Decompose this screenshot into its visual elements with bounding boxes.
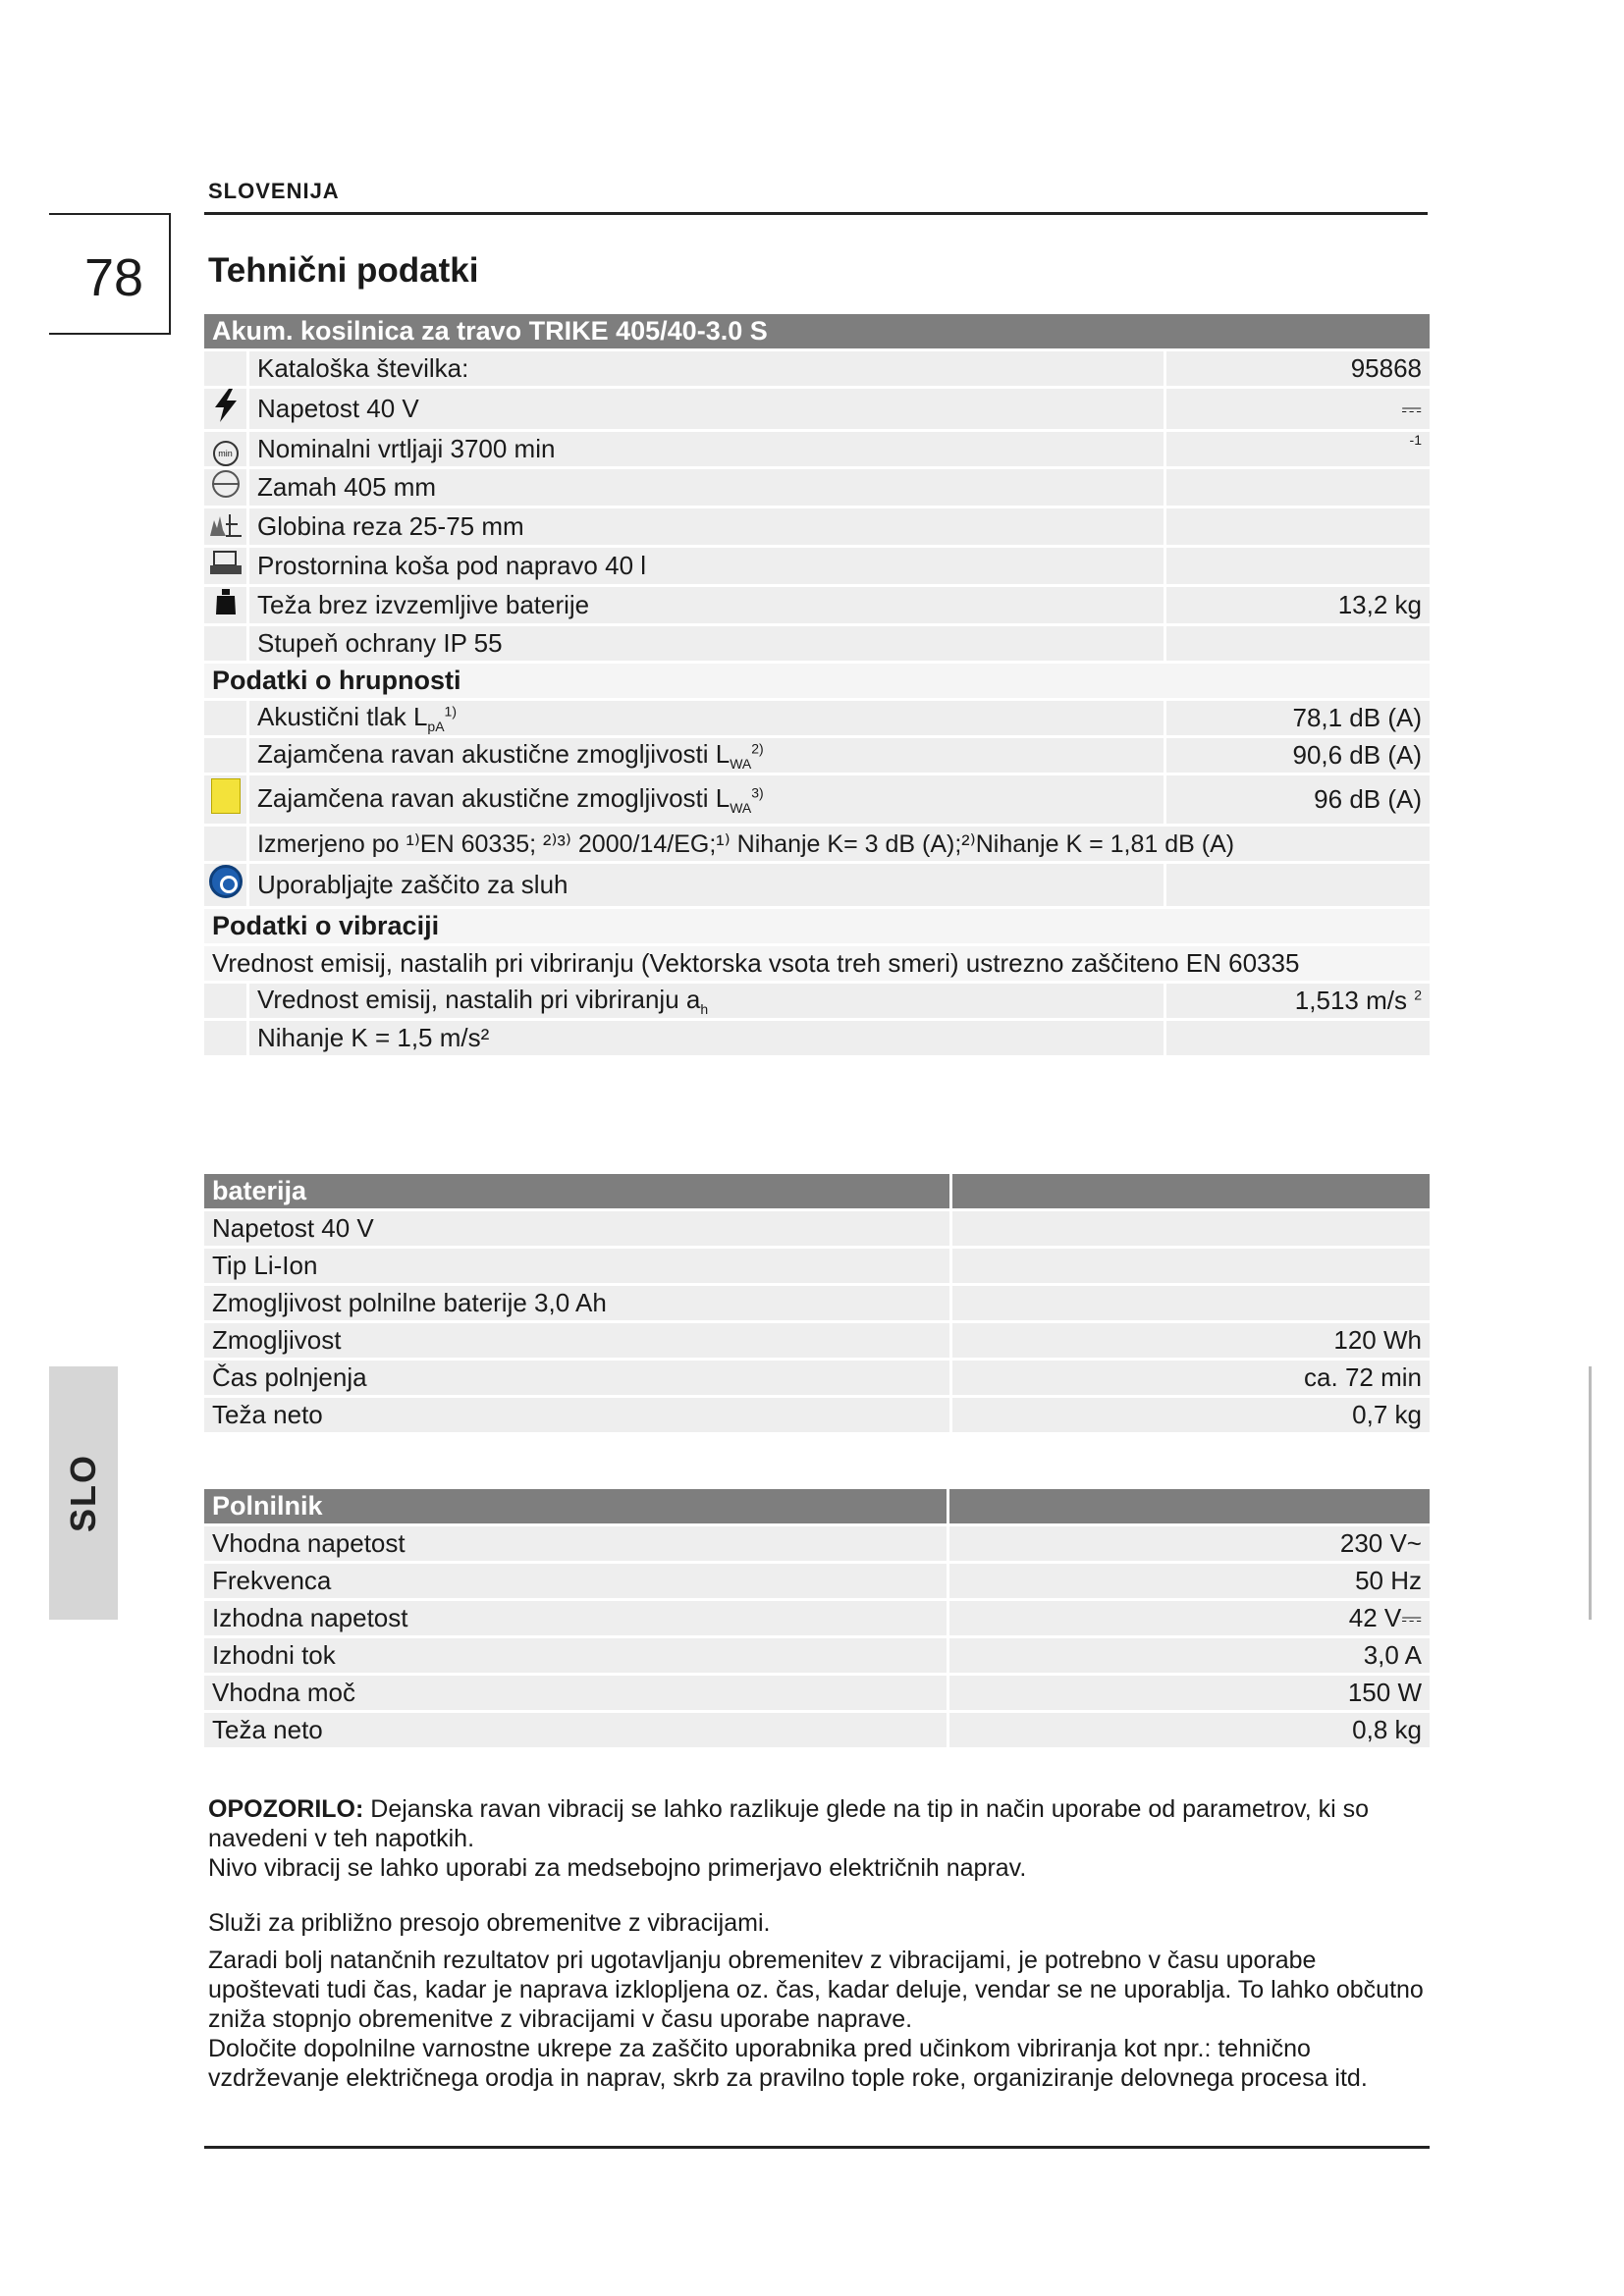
spec-label: Zmogljivost polnilne baterije 3,0 Ah bbox=[204, 1286, 952, 1323]
noise-label: Akustični tlak $L_{pA}^{1)}$ bbox=[249, 701, 1166, 738]
spec-value bbox=[1166, 626, 1430, 664]
spec-row bbox=[204, 548, 1430, 587]
spec-value: 120 Wh bbox=[952, 1323, 1430, 1361]
spec-row bbox=[204, 508, 1430, 548]
note-paragraph: Služi za približno presojo obremenitve z vibracijami. bbox=[208, 1909, 771, 1937]
edge-mark bbox=[1589, 1366, 1592, 1620]
mower-spec-table bbox=[204, 314, 1430, 1058]
spec-value: 50 Hz bbox=[949, 1564, 1430, 1601]
spec-value bbox=[1166, 469, 1430, 508]
hearing-note: Uporabljajte zaščito za sluh bbox=[249, 864, 1166, 909]
section-label: SLOVENIJA bbox=[208, 179, 340, 203]
spec-value: 3,0 A bbox=[949, 1638, 1430, 1676]
note-paragraph: Določite dopolnilne varnostne ukrepe za zaščito uporabnika pred učinkom vibriranja kot npr.: tehnično vzdrževanje električnega orodja in naprav, skrb za pravilno tople roke, organiziranje delovnega procesa itd. bbox=[208, 2035, 1368, 2092]
battery-spec-table bbox=[204, 1174, 1430, 1435]
spec-label: Stupeň ochrany IP 55 bbox=[249, 626, 1166, 664]
language-tab-label: SLO bbox=[63, 1453, 103, 1533]
weight-icon bbox=[204, 587, 249, 626]
noise-label-icon bbox=[204, 775, 249, 827]
noise-row bbox=[204, 738, 1430, 775]
spec-label: Teža neto bbox=[204, 1713, 949, 1750]
mower-table-title: Akum. kosilnica za travo TRIKE 405/40-3.0 S bbox=[204, 314, 1430, 351]
spec-value: 42 V⎓ bbox=[949, 1601, 1430, 1638]
vibration-k: Nihanje K = 1,5 m/s² bbox=[249, 1021, 1166, 1058]
spec-value: 0,7 kg bbox=[952, 1398, 1430, 1435]
spec-value: -1 bbox=[1166, 432, 1430, 469]
bottom-rule bbox=[204, 2146, 1430, 2149]
charger-spec-table bbox=[204, 1489, 1430, 1750]
noise-value: 96 dB (A) bbox=[1166, 775, 1430, 827]
rpm-icon: min bbox=[204, 432, 249, 469]
hearing-row bbox=[204, 864, 1430, 909]
vibration-value: 1,513 m/s $^2$ bbox=[1166, 984, 1430, 1021]
spec-row bbox=[204, 587, 1430, 626]
spec-label: Vhodna napetost bbox=[204, 1526, 949, 1564]
vibration-description: Vrednost emisij, nastalih pri vibriranju (Vektorska vsota treh smeri) ustrezno zaščiteno EN 60335 bbox=[204, 946, 1430, 984]
vibration-label: Vrednost emisij, nastalih pri vibriranju $a_h$ bbox=[249, 984, 1166, 1021]
spec-value: 13,2 kg bbox=[1166, 587, 1430, 626]
cut-width-icon bbox=[204, 469, 249, 508]
vibration-row bbox=[204, 984, 1430, 1021]
spec-value: 230 V~ bbox=[949, 1526, 1430, 1564]
spec-label: Kataloška številka: bbox=[249, 351, 1166, 389]
spec-row bbox=[204, 432, 1430, 469]
spec-label: Globina reza 25-75 mm bbox=[249, 508, 1166, 548]
spec-label: Zmogljivost bbox=[204, 1323, 952, 1361]
vibration-section-title: Podatki o vibraciji bbox=[204, 909, 1430, 946]
spec-label: Tip Li-Ion bbox=[204, 1249, 952, 1286]
spec-value bbox=[952, 1249, 1430, 1286]
page-title: Tehnični podatki bbox=[208, 251, 479, 290]
language-side-tab bbox=[49, 1366, 118, 1620]
spec-label: Teža neto bbox=[204, 1398, 952, 1435]
spec-value bbox=[1166, 548, 1430, 587]
spec-label: Teža brez izvzemljive baterije bbox=[249, 587, 1166, 626]
spec-value: ⎓ bbox=[1166, 389, 1430, 432]
battery-table-title: baterija bbox=[204, 1174, 952, 1211]
noise-value: 90,6 dB (A) bbox=[1166, 738, 1430, 775]
warning-text: Dejanska ravan vibracij se lahko razlikuje glede na tip in način uporabe od parametrov, ki so navedeni v teh napotkih. bbox=[208, 1795, 1370, 1852]
note-paragraph: Zaradi bolj natančnih rezultatov pri ugotavljanju obremenitev z vibracijami, je potrebno v času uporabe upoštevati tudi čas, kadar je naprava izklopljena oz. čas, kadar deluje, vendar se ne uporablja. To lahko občutno zniža stopnjo obremenitve z vibracijami v času uporabe naprave. bbox=[208, 1947, 1424, 2033]
noise-label: Zajamčena ravan akustične zmogljivosti $L_{WA}^{2)}$ bbox=[249, 738, 1166, 775]
spec-value bbox=[952, 1286, 1430, 1323]
spec-value bbox=[952, 1211, 1430, 1249]
warning-note bbox=[208, 1794, 1426, 1883]
ear-protection-icon bbox=[204, 864, 249, 909]
noise-row bbox=[204, 775, 1430, 827]
spec-row bbox=[204, 389, 1430, 432]
vibration-k-row bbox=[204, 1021, 1430, 1058]
spec-label: Napetost 40 V bbox=[204, 1211, 952, 1249]
top-rule bbox=[204, 212, 1428, 215]
spec-row bbox=[204, 351, 1430, 389]
cut-height-icon bbox=[204, 508, 249, 548]
spec-label: Frekvenca bbox=[204, 1564, 949, 1601]
spec-value bbox=[1166, 508, 1430, 548]
measured-row bbox=[204, 827, 1430, 864]
spec-label: Čas polnjenja bbox=[204, 1361, 952, 1398]
spec-row bbox=[204, 626, 1430, 664]
page-number: 78 bbox=[84, 248, 144, 307]
spec-label: Izhodni tok bbox=[204, 1638, 949, 1676]
spec-label: Izhodna napetost bbox=[204, 1601, 949, 1638]
note-line: Nivo vibracij se lahko uporabi za medsebojno primerjavo električnih naprav. bbox=[208, 1854, 1027, 1882]
spec-value: 150 W bbox=[949, 1676, 1430, 1713]
noise-row bbox=[204, 701, 1430, 738]
spec-label: Prostornina koša pod napravo 40 l bbox=[249, 548, 1166, 587]
charger-table-title: Polnilnik bbox=[204, 1489, 949, 1526]
measured-note: Izmerjeno po ¹⁾EN 60335; ²⁾³⁾ 2000/14/EG;¹⁾ Nihanje K= 3 dB (A);²⁾Nihanje K = 1,81 dB (A) bbox=[249, 827, 1430, 864]
spec-value: 0,8 kg bbox=[949, 1713, 1430, 1750]
lightning-icon bbox=[204, 389, 249, 432]
noise-section-title: Podatki o hrupnosti bbox=[204, 664, 1430, 701]
spec-label: Nominalni vrtljaji 3700 min bbox=[249, 432, 1166, 469]
spec-label: Napetost 40 V bbox=[249, 389, 1166, 432]
spec-value: ca. 72 min bbox=[952, 1361, 1430, 1398]
spec-value: 95868 bbox=[1166, 351, 1430, 389]
grass-bag-icon bbox=[204, 548, 249, 587]
noise-label: Zajamčena ravan akustične zmogljivosti $L_{WA}^{3)}$ bbox=[249, 775, 1166, 827]
noise-value: 78,1 dB (A) bbox=[1166, 701, 1430, 738]
warning-label: OPOZORILO: bbox=[208, 1795, 364, 1823]
spec-row bbox=[204, 469, 1430, 508]
spec-label: Zamah 405 mm bbox=[249, 469, 1166, 508]
spec-label: Vhodna moč bbox=[204, 1676, 949, 1713]
